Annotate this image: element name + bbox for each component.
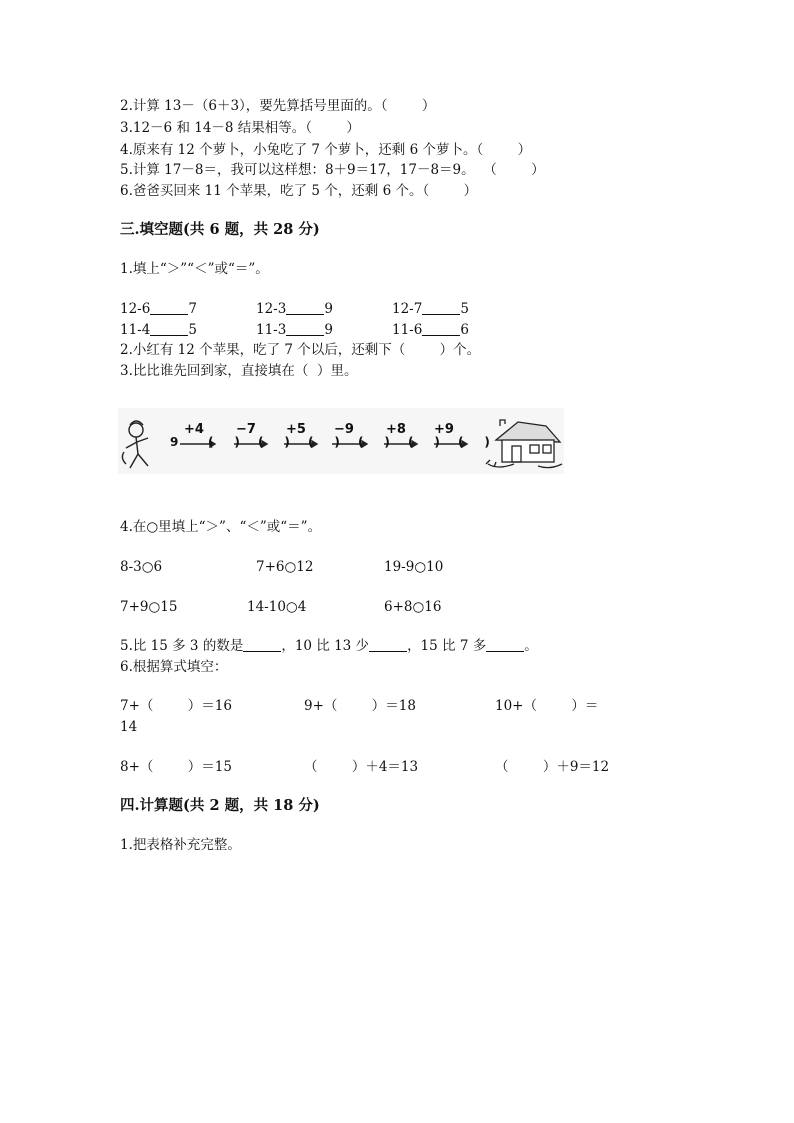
race-start-number: 9 bbox=[170, 435, 179, 449]
equation-1-2: 9+（ ）＝18 bbox=[304, 698, 416, 714]
child-figure-icon bbox=[122, 421, 148, 468]
race-blank-2[interactable]: ( ) bbox=[258, 435, 290, 449]
section4-heading: 四.计算题(共 2 题，共 18 分) bbox=[120, 797, 320, 814]
circle-compare-1-3: 19-9○10 bbox=[384, 559, 444, 575]
fill-q2: 2.小红有 12 个苹果，吃了 7 个以后，还剩下（ ）个。 bbox=[120, 342, 481, 358]
calc-q1: 1.把表格补充完整。 bbox=[120, 837, 241, 853]
answer-blank[interactable] bbox=[150, 300, 188, 315]
equation-1-3: 10+（ ）＝ bbox=[495, 698, 599, 714]
race-op-6: +9 bbox=[434, 422, 454, 437]
fill-q1-prompt: 1.填上“＞”“＜”或“＝”。 bbox=[120, 261, 269, 277]
race-op-3: +5 bbox=[286, 422, 306, 437]
race-blank-3[interactable]: ( ) bbox=[308, 435, 340, 449]
fill-q6-prompt: 6.根据算式填空： bbox=[120, 659, 228, 675]
judge-item-4: 4.原来有 12 个萝卜，小兔吃了 7 个萝卜，还剩 6 个萝卜。（ ） bbox=[120, 142, 532, 158]
judge-item-6: 6.爸爸买回来 11 个苹果，吃了 5 个，还剩 6 个。（ ） bbox=[120, 183, 478, 199]
house-icon bbox=[486, 420, 562, 468]
answer-blank[interactable] bbox=[486, 637, 524, 652]
judge-item-5: 5.计算 17－8＝，我可以这样想：8＋9＝17，17－8＝9。 （ ） bbox=[120, 162, 545, 178]
race-blank-4[interactable]: ( ) bbox=[358, 435, 390, 449]
compare-1-3: 12-7 5 bbox=[392, 301, 469, 317]
equation-2-3: （ ）＋9＝12 bbox=[495, 759, 610, 775]
race-blank-5[interactable]: ( ) bbox=[408, 435, 440, 449]
race-home-picture bbox=[118, 408, 564, 474]
race-op-2: −7 bbox=[236, 422, 256, 437]
race-illustration bbox=[118, 408, 564, 474]
compare-2-3: 11-6 6 bbox=[392, 322, 469, 338]
race-blank-6[interactable]: ( ) bbox=[458, 435, 490, 449]
answer-blank[interactable] bbox=[286, 321, 324, 336]
circle-compare-2-2: 14-10○4 bbox=[247, 599, 307, 615]
fill-q4-prompt: 4.在○里填上“＞”、“＜”或“＝”。 bbox=[120, 519, 322, 535]
circle-compare-2-3: 6+8○16 bbox=[384, 599, 442, 615]
equation-2-2: （ ）＋4＝13 bbox=[304, 759, 419, 775]
judge-item-2: 2.计算 13－（6＋3），要先算括号里面的。（ ） bbox=[120, 98, 436, 114]
answer-blank[interactable] bbox=[150, 321, 188, 336]
answer-blank[interactable] bbox=[422, 321, 460, 336]
race-op-4: −9 bbox=[334, 422, 354, 437]
answer-blank[interactable] bbox=[369, 637, 407, 652]
circle-compare-2-1: 7+9○15 bbox=[120, 599, 178, 615]
answer-blank[interactable] bbox=[422, 300, 460, 315]
fill-q5: 5.比 15 多 3 的数是 ，10 比 13 少 ，15 比 7 多 。 bbox=[120, 638, 538, 654]
circle-compare-1-1: 8-3○6 bbox=[120, 559, 163, 575]
equation-2-1: 8+（ ）＝15 bbox=[120, 759, 232, 775]
race-blank-1[interactable]: ( ) bbox=[208, 435, 240, 449]
race-op-5: +8 bbox=[386, 422, 406, 437]
circle-compare-1-2: 7+6○12 bbox=[256, 559, 314, 575]
compare-2-1: 11-4 5 bbox=[120, 322, 197, 338]
fill-q3-prompt: 3.比比谁先回到家，直接填在（ ）里。 bbox=[120, 363, 358, 379]
compare-2-2: 11-3 9 bbox=[256, 322, 333, 338]
answer-blank[interactable] bbox=[286, 300, 324, 315]
judge-item-3: 3.12－6 和 14－8 结果相等。（ ） bbox=[120, 120, 360, 136]
answer-blank[interactable] bbox=[243, 637, 281, 652]
equation-1-1: 7+（ ）＝16 bbox=[120, 698, 232, 714]
equation-1-3-result: 14 bbox=[120, 719, 138, 735]
compare-1-1: 12-6 7 bbox=[120, 301, 197, 317]
compare-1-2: 12-3 9 bbox=[256, 301, 333, 317]
section3-heading: 三.填空题(共 6 题，共 28 分) bbox=[120, 221, 320, 238]
race-op-1: +4 bbox=[184, 422, 204, 437]
